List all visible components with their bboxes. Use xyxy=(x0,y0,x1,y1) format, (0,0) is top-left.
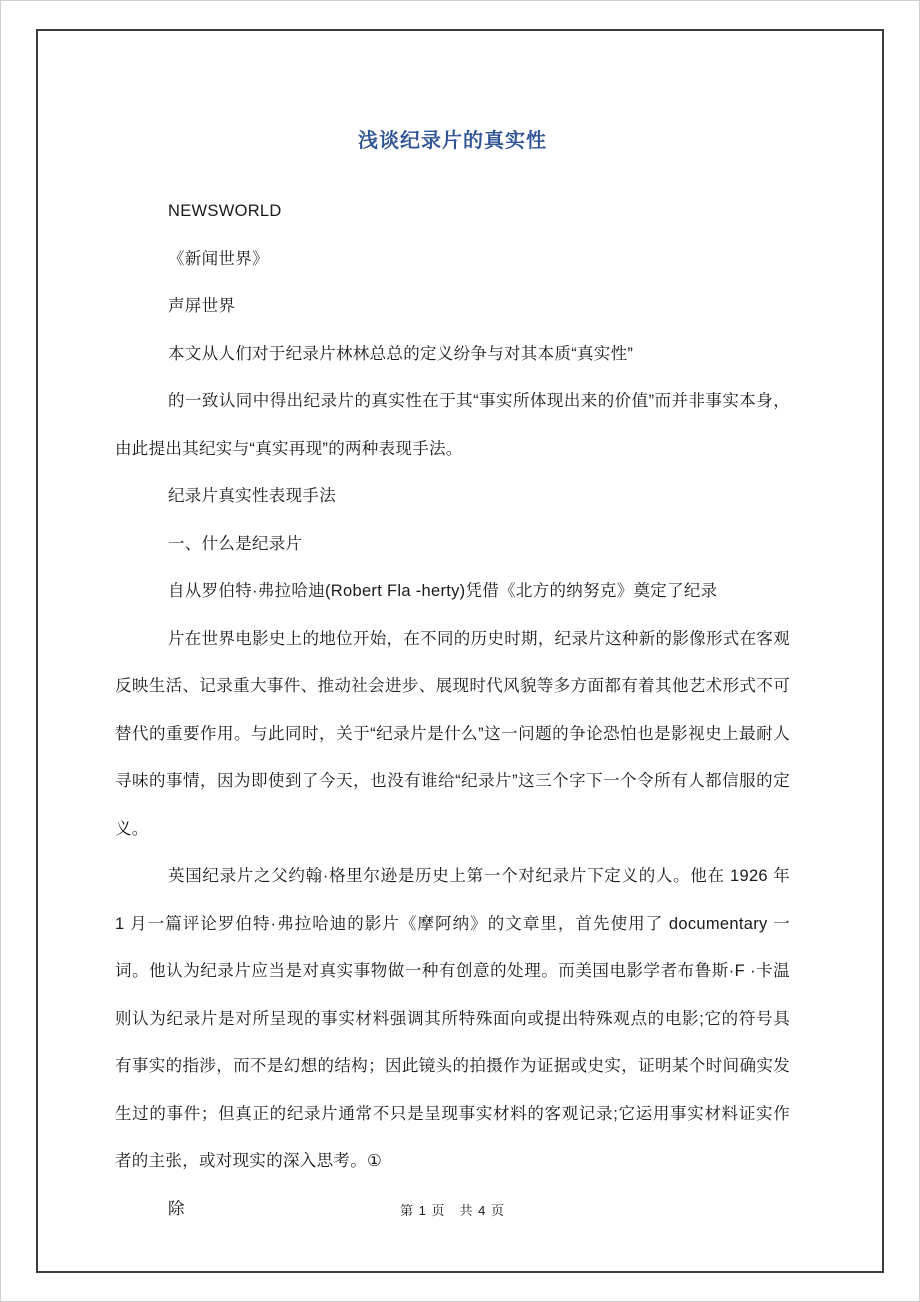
paragraph: 本文从人们对于纪录片林林总总的定义纷争与对其本质“真实性” xyxy=(168,344,634,363)
paragraph: 自从罗伯特·弗拉哈迪(Robert Fla -herty)凭借《北方的纳努克》奠定了纪录 xyxy=(168,582,718,600)
paragraph: 纪录片真实性表现手法 xyxy=(168,487,336,505)
paragraph: 片在世界电影史上的地位开始，在不同的历史时期，纪录片这种新的影像形式在客观反映生活、记录重大事件、推动社会进步、展现时代风貌等多方面都有着其他艺术形式不可替代的重要作用。与此同时，关于“纪录片是什么”这一问题的争论恐怕也是影视史上最耐人寻味的事情，因为即使到了今天，也没有谁给“纪录片”这三个字下一个令所有人都信服的定义。 xyxy=(115,629,790,838)
body-text xyxy=(115,188,790,1233)
paragraph: 的一致认同中得出纪录片的真实性在于其“事实所体现出来的价值”而并非事实本身，由此提出其纪实与“真实再现”的两种表现手法。 xyxy=(115,392,790,458)
paragraph: 一、什么是纪录片 xyxy=(168,534,303,553)
paragraph: 英国纪录片之父约翰·格里尔逊是历史上第一个对纪录片下定义的人。他在 1926 年 1 月一篇评论罗伯特·弗拉哈迪的影片《摩阿纳》的文章里，首先使用了 documentary 一词。他认为纪录片应当是对真实事物做一种有创意的处理。而美国电影学者布鲁斯·F ·卡温则认为纪录片是对所呈现的事实材料强调其所特殊面向或提出特殊观点的电影;它的符号具有事实的指涉，而不是幻想的结构；因此镜头的拍摄作为证据或史实，证明某个时间确实发生过的事件；但真正的纪录片通常不只是呈现事实材料的客观记录;它运用事实材料证实作者的主张，或对现实的深入思考。① xyxy=(115,867,790,1170)
paragraph: 除 xyxy=(168,1199,185,1218)
paragraph: 声屏世界 xyxy=(168,297,236,315)
document-content xyxy=(115,118,790,1233)
page-footer: 第 1 页 共 4 页 xyxy=(400,1203,505,1218)
document-title: 浅谈纪录片的真实性 xyxy=(358,130,547,152)
paragraph: 《新闻世界》 xyxy=(168,249,269,268)
paragraph: NEWSWORLD xyxy=(168,202,282,220)
